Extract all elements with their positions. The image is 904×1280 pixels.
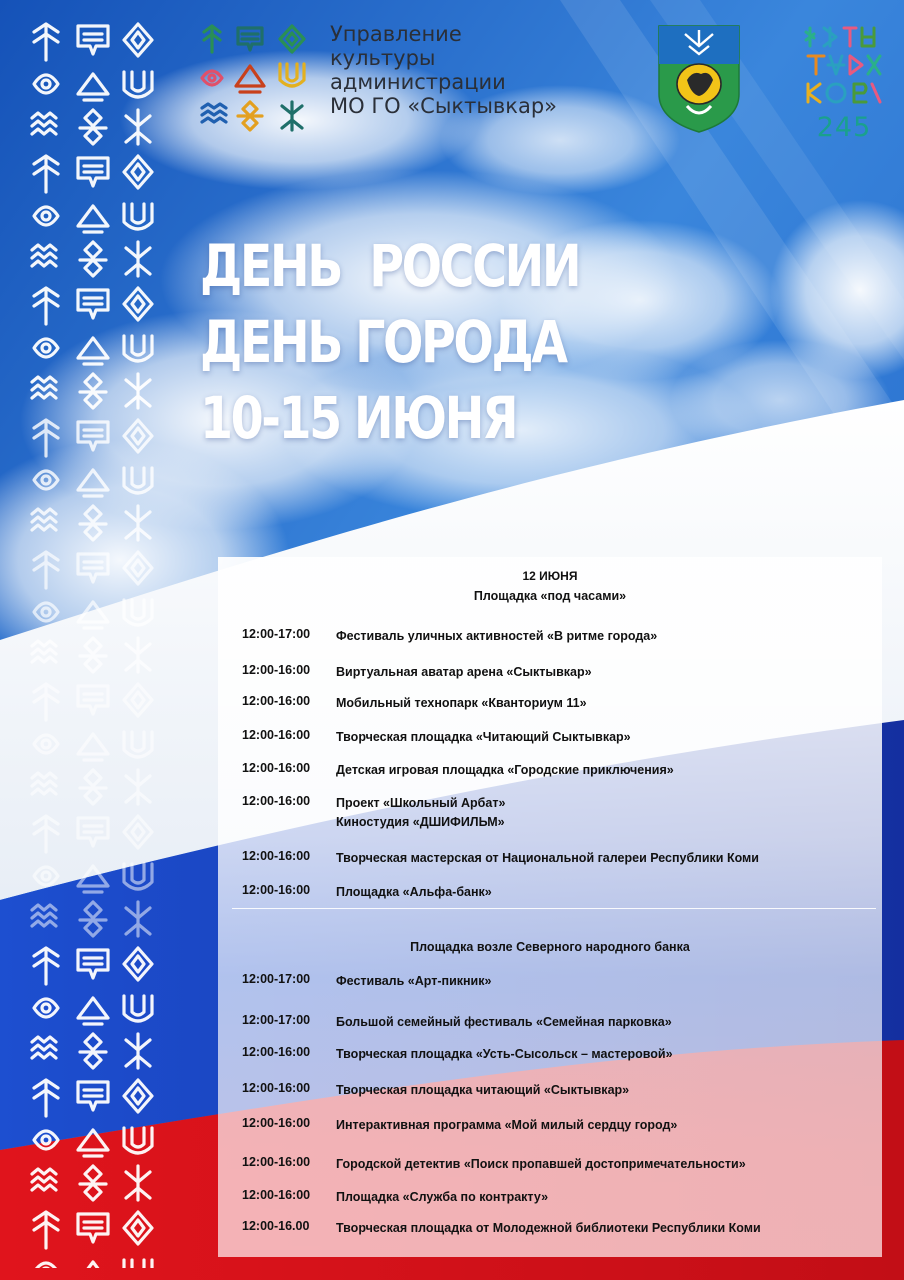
department-title-line: Управление	[330, 22, 462, 46]
event-time: 12:00-16:00	[242, 1045, 311, 1059]
section-title: Площадка «под часами»	[473, 589, 627, 603]
event-time: 12:00-16:00	[242, 728, 311, 742]
event-time: 12:00-16:00	[242, 1188, 311, 1202]
event-name: Интерактивная программа «Мой милый сердцу город»	[336, 1118, 678, 1132]
komi-ornament-column	[28, 18, 158, 1268]
event-time: 12:00-16:00	[242, 794, 311, 808]
event-time: 12:00-16:00	[242, 761, 311, 775]
event-name: Мобильный технопарк «Кванториум 11»	[336, 696, 587, 710]
event-name-line: Проект «Школьный Арбат»	[336, 796, 506, 810]
culture-department-emblem	[200, 22, 312, 134]
hero-line-1: ДЕНЬ РОССИИ	[200, 232, 580, 300]
anniversary-logo	[804, 24, 884, 144]
department-title-line: культуры	[330, 46, 436, 70]
event-name: Творческая площадка «Усть-Сысольск – мастеровой»	[336, 1047, 673, 1061]
event-time: 12:00-16.00	[242, 1219, 310, 1233]
event-time: 12:00-16:00	[242, 883, 311, 897]
anniversary-ornament-icon	[804, 24, 884, 108]
hero-title	[200, 228, 662, 456]
event-name: Творческая площадка читающий «Сыктывкар»	[336, 1083, 630, 1097]
department-title-line: МО ГО «Сыктывкар»	[330, 94, 558, 118]
department-title	[330, 22, 557, 118]
event-time: 12:00-16:00	[242, 694, 311, 708]
event-time: 12:00-16:00	[242, 1155, 311, 1169]
schedule-date: 12 ИЮНЯ	[522, 569, 578, 583]
event-time: 12:00-16:00	[242, 1081, 311, 1095]
event-name: Творческая площадка «Читающий Сыктывкар»	[336, 730, 631, 744]
anniversary-number: 245	[816, 112, 872, 143]
event-name: Творческая мастерская от Национальной галереи Республики Коми	[336, 851, 759, 865]
section-divider	[232, 908, 876, 909]
event-time: 12:00-17:00	[242, 627, 311, 641]
department-title-line: администрации	[330, 70, 506, 94]
event-name: Площадка «Служба по контракту»	[336, 1190, 549, 1204]
section-title: Площадка возле Северного народного банка	[410, 940, 690, 954]
event-name: Виртуальная аватар арена «Сыктывкар»	[336, 665, 592, 679]
city-coat-of-arms-icon	[657, 24, 741, 134]
hero-line-2: ДЕНЬ ГОРОДА	[200, 308, 566, 376]
schedule-panel	[218, 557, 882, 1257]
event-name-line: Киностудия «ДШИФИЛЬМ»	[336, 815, 505, 829]
event-name: Творческая площадка от Молодежной библиотеки Республики Коми	[336, 1221, 761, 1235]
event-time: 12:00-16:00	[242, 1116, 311, 1130]
event-name: Большой семейный фестиваль «Семейная парковка»	[336, 1015, 672, 1029]
event-time: 12:00-17:00	[242, 1013, 311, 1027]
event-name: Фестиваль уличных активностей «В ритме города»	[336, 629, 658, 643]
event-name: Площадка «Альфа-банк»	[336, 885, 492, 899]
event-time: 12:00-17:00	[242, 972, 311, 986]
hero-line-3: 10-15 ИЮНЯ	[200, 384, 517, 452]
event-name: Городской детектив «Поиск пропавшей достопримечательности»	[336, 1157, 746, 1171]
event-name	[336, 794, 856, 832]
event-time: 12:00-16:00	[242, 663, 311, 677]
event-name: Фестиваль «Арт-пикник»	[336, 974, 492, 988]
event-name: Детская игровая площадка «Городские приключения»	[336, 763, 674, 777]
event-time: 12:00-16:00	[242, 849, 311, 863]
